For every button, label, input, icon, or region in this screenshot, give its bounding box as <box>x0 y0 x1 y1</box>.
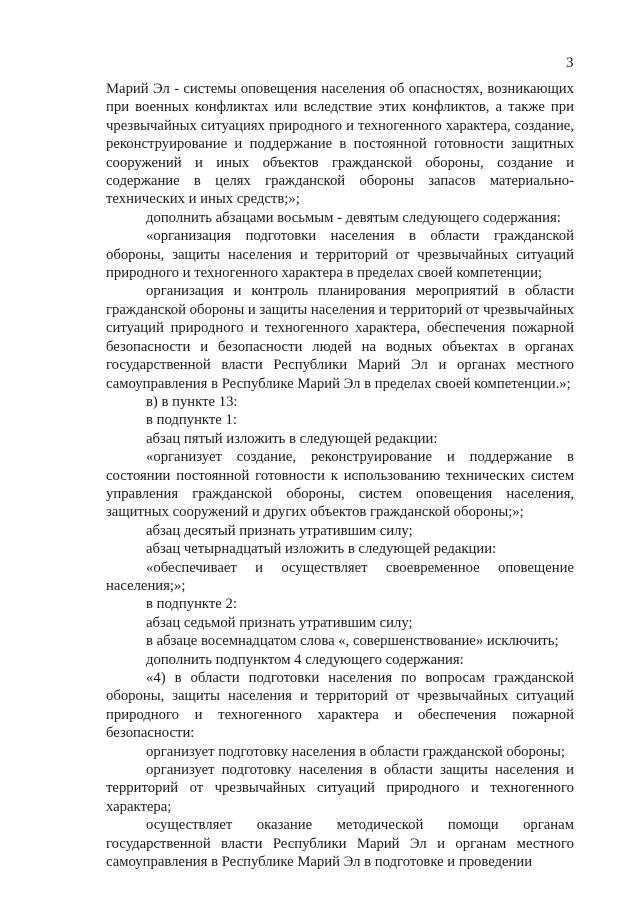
paragraph: дополнить подпунктом 4 следующего содержания: <box>146 651 464 668</box>
document-body <box>106 80 574 871</box>
paragraph: организует подготовку населения в области гражданской обороны; <box>146 743 566 760</box>
paragraph: дополнить абзацами восьмым - девятым следующего содержания: <box>146 209 561 226</box>
paragraph: абзац десятый признать утратившим силу; <box>146 522 413 539</box>
paragraph: Марий Эл - системы оповещения населения об опасностях, возникающих при военных конфликтах или вследствие этих конфликтов, а также при чрезвычайных ситуациях природного и техногенного характера, создание, реконструирование и поддержание в постоянной готовности защитных сооружений и иных объектов гражданской обороны, создание и содержание в целях гражданской обороны запасов материально-технических и иных средств;»; <box>106 81 574 208</box>
paragraph: «организация подготовки населения в области гражданской обороны, защиты населения и территорий от чрезвычайных ситуаций природного и техногенного характера в пределах своей компетенции; <box>106 228 574 282</box>
paragraph: абзац пятый изложить в следующей редакции: <box>146 430 438 447</box>
paragraph: «организует создание, реконструирование и поддержание в состоянии постоянной готовности к использованию технических систем управления гражданской обороны, систем оповещения населения, защитных сооружений и других объектов гражданской обороны;»; <box>106 449 574 521</box>
paragraph: в) в пункте 13: <box>146 393 238 410</box>
paragraph: организует подготовку населения в области защиты населения и территорий от чрезвычайных ситуаций природного и техногенного характера; <box>106 762 574 815</box>
paragraph: «4) в области подготовки населения по вопросам гражданской обороны, защиты населения и территорий от чрезвычайных ситуаций природного и техногенного характера и обеспечения пожарной безопасности: <box>106 670 574 742</box>
paragraph: осуществляет оказание методической помощи органам государственной власти Республики Марий Эл и органам местного самоуправления в Республике Марий Эл в подготовке и проведении <box>106 817 574 871</box>
paragraph: абзац седьмой признать утратившим силу; <box>146 614 413 631</box>
paragraph: организация и контроль планирования мероприятий в области гражданской обороны и защиты населения и территорий от чрезвычайных ситуаций природного и техногенного характера, обеспечения пожарной безопасности и безопасности людей на водных объектах в органах государственной власти Республики Марий Эл и органах местного самоуправления в Республике Марий Эл в пределах своей компетенции.»; <box>106 283 574 392</box>
paragraph: в абзаце восемнадцатом слова «, совершенствование» исключить; <box>146 633 559 650</box>
paragraph: в подпункте 2: <box>146 596 237 613</box>
paragraph: абзац четырнадцатый изложить в следующей редакции: <box>146 541 497 558</box>
page-number: 3 <box>566 55 574 71</box>
paragraph: «обеспечивает и осуществляет своевременное оповещение населения;»; <box>106 559 574 594</box>
paragraph: в подпункте 1: <box>146 412 237 429</box>
